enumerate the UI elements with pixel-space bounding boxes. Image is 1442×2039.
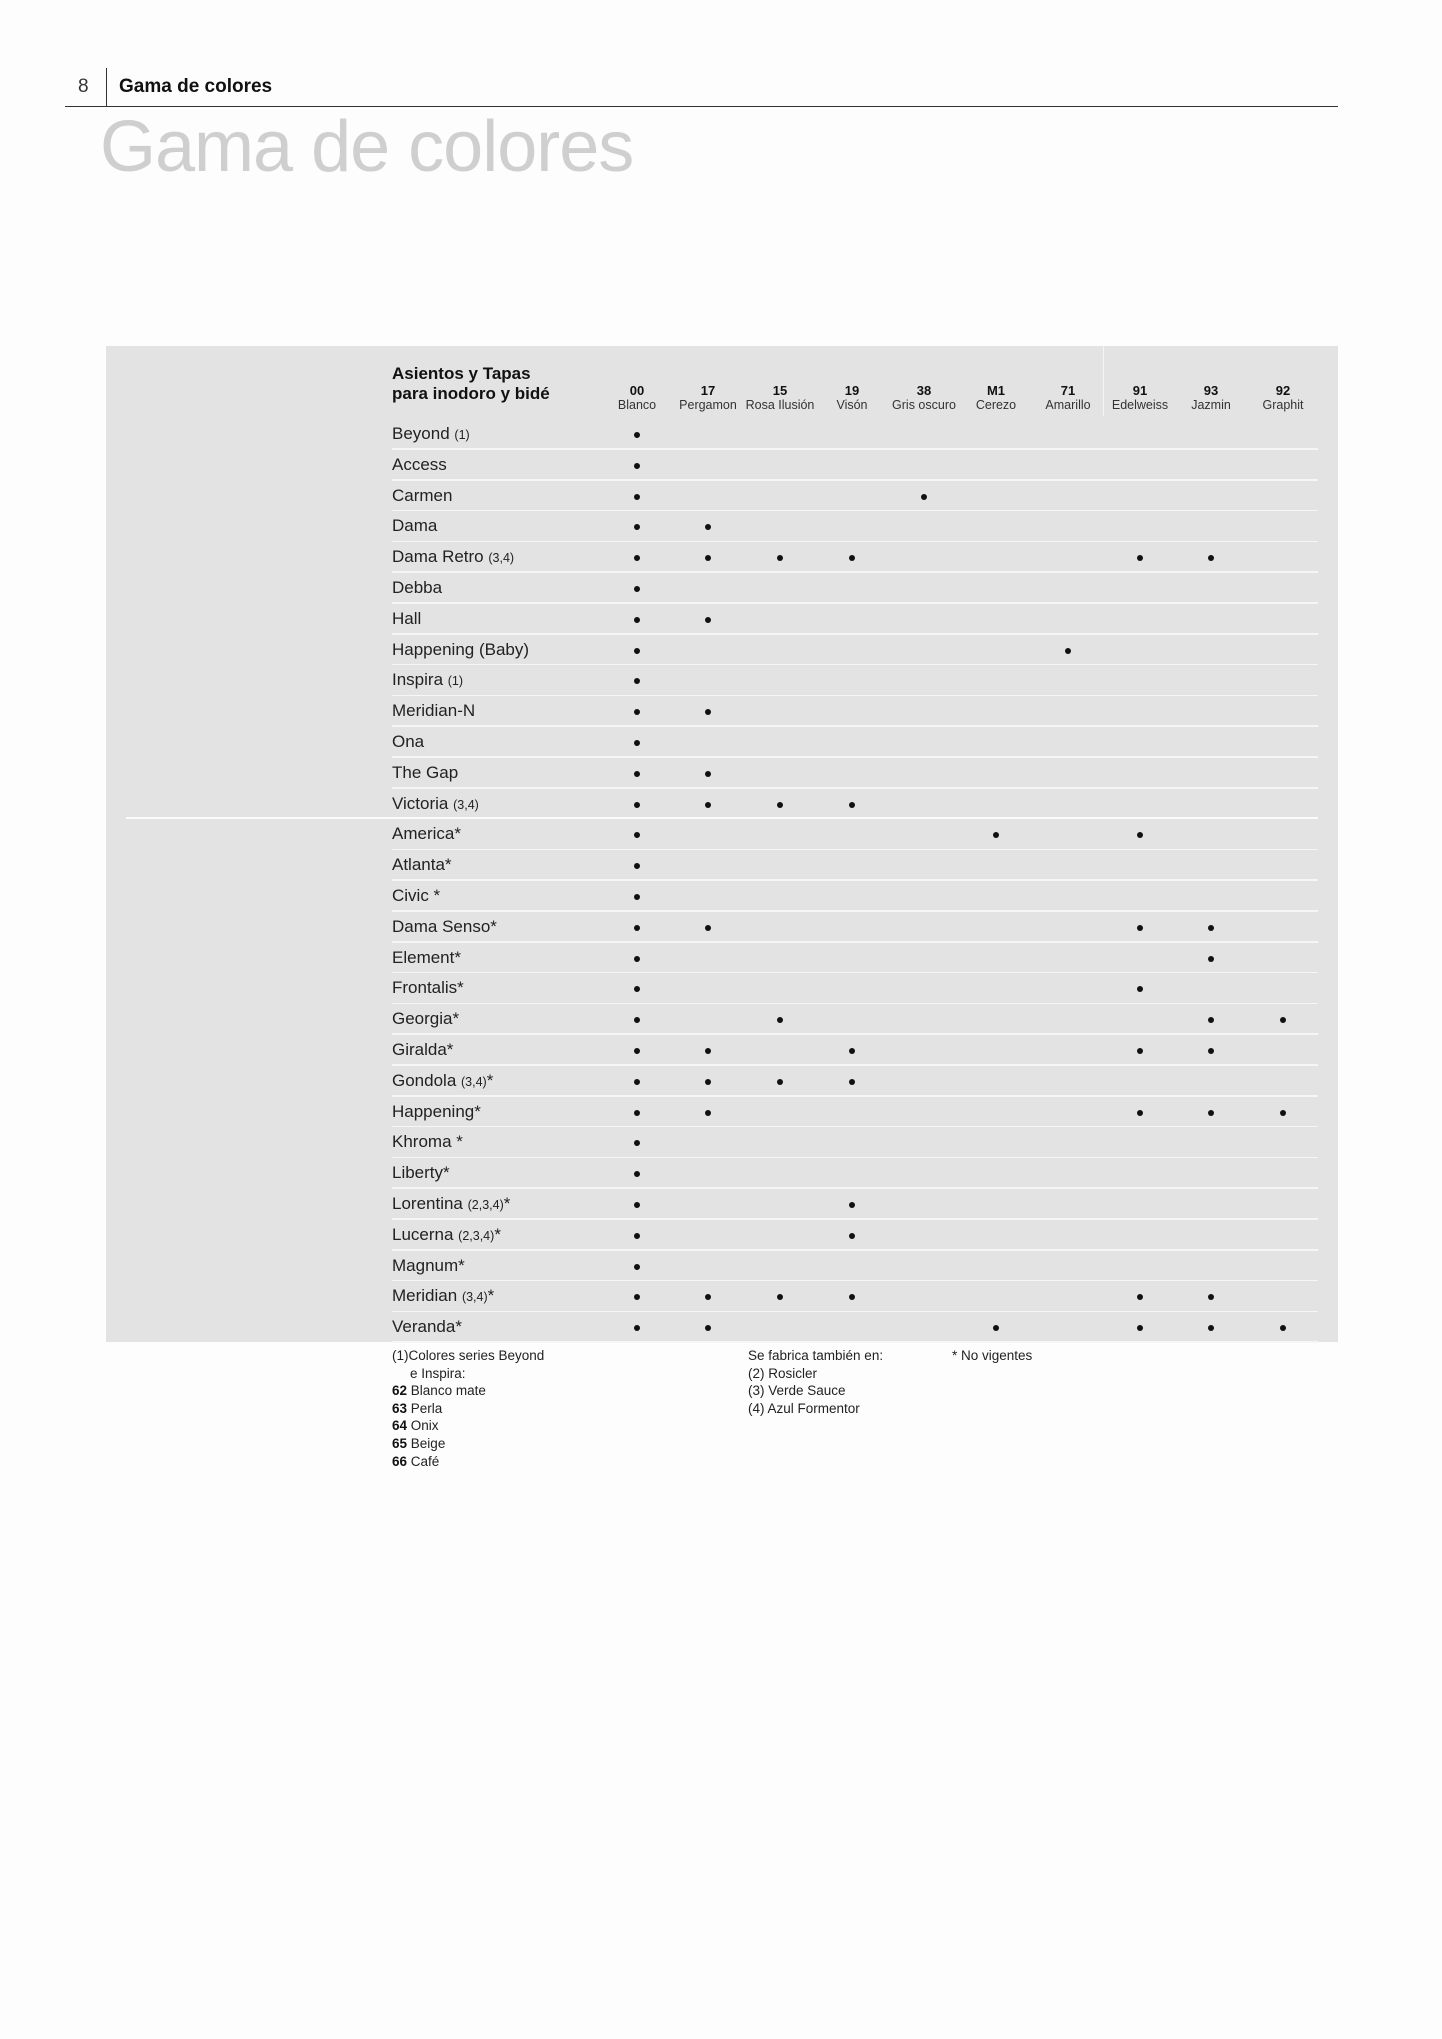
availability-dot	[634, 1079, 640, 1085]
availability-dot	[1208, 1017, 1214, 1023]
product-name	[392, 450, 447, 480]
product-name-text: Lucerna	[392, 1224, 454, 1244]
availability-dot	[634, 463, 640, 469]
color-name: Amarillo	[1045, 398, 1091, 412]
color-name: Visón	[836, 398, 868, 412]
availability-dot	[1137, 1325, 1143, 1331]
footnote-1-line1: (1)Colores series Beyond	[392, 1348, 545, 1363]
availability-dot	[634, 1110, 640, 1116]
availability-dot	[634, 1140, 640, 1146]
table-row	[392, 604, 1318, 635]
product-name	[392, 696, 475, 726]
availability-dot	[705, 1110, 711, 1116]
table-title-line2: para inodoro y bidé	[392, 384, 550, 403]
table-title-line1: Asientos y Tapas	[392, 364, 531, 383]
availability-dot	[849, 1202, 855, 1208]
product-name-text: Hall	[392, 608, 422, 628]
product-name	[392, 665, 463, 696]
product-name-text: Gondola	[392, 1070, 457, 1090]
availability-dot	[993, 832, 999, 838]
availability-dot	[849, 1233, 855, 1239]
table-row	[392, 1035, 1318, 1066]
table-row	[392, 912, 1318, 943]
table-row	[392, 1281, 1318, 1312]
table-row	[392, 1127, 1318, 1158]
product-name	[392, 758, 458, 788]
availability-dot	[921, 494, 927, 500]
extra-color-name: Beige	[410, 1435, 446, 1451]
product-name	[392, 1035, 453, 1065]
table-row	[392, 1189, 1318, 1220]
also-made-item: (2) Rosicler	[748, 1365, 818, 1381]
availability-dot	[1208, 1294, 1214, 1300]
extra-color-code: 64	[392, 1418, 408, 1434]
product-name-text: Meridian-N	[392, 701, 476, 721]
table-row	[392, 1066, 1318, 1097]
extra-color	[392, 1417, 544, 1435]
color-name: Jazmin	[1191, 398, 1231, 412]
column-header	[1238, 383, 1328, 413]
availability-dot	[849, 1079, 855, 1085]
extra-color-name: Blanco mate	[410, 1383, 486, 1399]
availability-dot	[634, 1017, 640, 1023]
availability-dot	[634, 494, 640, 500]
extra-color-code: 66	[392, 1453, 408, 1469]
product-name	[392, 419, 470, 450]
availability-dot	[705, 1079, 711, 1085]
availability-dot	[634, 771, 640, 777]
color-name: Graphit	[1262, 398, 1304, 412]
product-name	[392, 481, 452, 511]
availability-dot	[705, 555, 711, 561]
product-name-text: Veranda*	[392, 1317, 462, 1337]
table-row	[392, 1158, 1318, 1189]
extra-color-code: 65	[392, 1435, 408, 1451]
product-name-text: Dama Senso*	[392, 916, 497, 936]
product-name	[392, 1066, 493, 1097]
availability-dot	[1280, 1110, 1286, 1116]
availability-dot	[705, 925, 711, 931]
product-name	[392, 1158, 450, 1188]
availability-dot	[634, 832, 640, 838]
section-title: Gama de colores	[119, 76, 273, 97]
availability-dot	[634, 709, 640, 715]
color-name: Blanco	[617, 398, 657, 412]
color-name: Cerezo	[975, 398, 1017, 412]
product-name	[392, 1097, 481, 1127]
table-title	[392, 364, 550, 404]
availability-dot	[634, 956, 640, 962]
product-name-text: Magnum*	[392, 1255, 465, 1275]
footnote-discontinued: * No vigentes	[952, 1348, 1033, 1363]
discontinued-mark: *	[494, 1224, 501, 1244]
availability-dot	[634, 1233, 640, 1239]
availability-dot	[1137, 1110, 1143, 1116]
availability-dot	[1208, 956, 1214, 962]
availability-dot	[634, 925, 640, 931]
extra-color	[392, 1382, 544, 1400]
header-divider	[106, 68, 107, 106]
page-number: 8	[78, 76, 89, 97]
availability-dot	[1208, 555, 1214, 561]
extra-color	[392, 1435, 544, 1453]
availability-dot	[634, 648, 640, 654]
table-row	[392, 789, 1318, 820]
table-row	[392, 1097, 1318, 1128]
table-row	[392, 573, 1318, 604]
availability-dot	[1137, 555, 1143, 561]
availability-dot	[993, 1325, 999, 1331]
availability-dot	[634, 802, 640, 808]
product-note: (3,4)	[488, 551, 515, 566]
product-name	[392, 881, 440, 911]
extra-color	[392, 1400, 544, 1418]
availability-dot	[634, 1048, 640, 1054]
availability-dot	[1137, 986, 1143, 992]
availability-dot	[777, 1079, 783, 1085]
product-name	[392, 850, 452, 880]
table-row	[392, 1312, 1318, 1343]
color-code: 71	[1060, 383, 1076, 398]
product-name	[392, 1281, 494, 1312]
availability-dot	[849, 555, 855, 561]
color-code: 15	[772, 383, 788, 398]
product-name-text: Frontalis*	[392, 978, 464, 998]
availability-dot	[634, 1325, 640, 1331]
product-name	[392, 511, 437, 541]
product-name-text: Debba	[392, 578, 443, 597]
product-name	[392, 1312, 462, 1342]
availability-dot	[1280, 1017, 1286, 1023]
product-name	[392, 1220, 501, 1251]
table-row	[392, 1220, 1318, 1251]
table-row	[392, 1004, 1318, 1035]
table-row	[392, 881, 1318, 912]
availability-dot	[1208, 1048, 1214, 1054]
product-name	[392, 943, 461, 973]
discontinued-mark: *	[486, 1070, 494, 1090]
color-code: 38	[916, 383, 932, 398]
product-note: (3,4)	[453, 797, 479, 812]
color-name: Pergamon	[679, 398, 737, 412]
product-name-text: Lorentina	[392, 1194, 463, 1213]
color-code: 93	[1203, 383, 1219, 398]
extra-color-name: Café	[410, 1453, 440, 1469]
product-name-text: Happening (Baby)	[392, 639, 530, 659]
product-name	[392, 973, 464, 1003]
product-name-text: Dama	[392, 516, 438, 536]
product-name-text: Element*	[392, 947, 461, 967]
product-name-text: Khroma *	[392, 1132, 463, 1152]
product-name	[392, 1004, 459, 1034]
product-name	[392, 1251, 465, 1281]
extra-color-list	[392, 1382, 544, 1470]
product-name	[392, 727, 424, 757]
product-name-text: Meridian	[392, 1286, 458, 1306]
product-note: (1)	[454, 428, 470, 442]
availability-dot	[634, 617, 640, 623]
product-name-text: Civic *	[392, 886, 441, 905]
extra-color-code: 62	[392, 1383, 408, 1399]
product-name	[392, 542, 514, 573]
availability-dot	[634, 432, 640, 438]
product-name-text: America*	[392, 824, 461, 844]
product-name	[392, 1189, 510, 1220]
product-name-text: Georgia*	[392, 1009, 460, 1029]
table-row	[392, 973, 1318, 1004]
availability-dot	[1208, 925, 1214, 931]
product-name	[392, 604, 421, 634]
color-name: Gris oscuro	[892, 398, 956, 412]
also-made-title: Se fabrica también en:	[748, 1348, 884, 1363]
availability-dot	[634, 555, 640, 561]
availability-dot	[634, 678, 640, 684]
row-divider	[392, 1341, 1318, 1343]
product-name-text: Giralda*	[392, 1040, 454, 1059]
color-code: 19	[844, 383, 860, 398]
table-row	[392, 943, 1318, 974]
color-code: M1	[986, 383, 1006, 398]
availability-dot	[1208, 1110, 1214, 1116]
product-name	[392, 789, 479, 820]
availability-dot	[705, 617, 711, 623]
availability-dot	[1137, 832, 1143, 838]
product-note: (2,3,4)	[467, 1198, 504, 1212]
availability-dot	[634, 740, 640, 746]
product-name-text: Happening*	[392, 1101, 481, 1121]
availability-dot	[849, 802, 855, 808]
extra-color-name: Onix	[410, 1418, 439, 1434]
availability-dot	[1065, 648, 1071, 654]
availability-dot	[705, 771, 711, 777]
availability-dot	[705, 1048, 711, 1054]
extra-color-name: Perla	[410, 1400, 443, 1416]
product-note: (3,4)	[461, 1290, 488, 1305]
footnote-beyond-inspira	[392, 1347, 544, 1470]
availability-dot	[1137, 1048, 1143, 1054]
product-name	[392, 635, 529, 665]
availability-dot	[705, 1325, 711, 1331]
table-row	[392, 419, 1318, 450]
availability-dot	[777, 802, 783, 808]
availability-dot	[777, 1294, 783, 1300]
table-row	[392, 758, 1318, 789]
availability-dot	[634, 894, 640, 900]
availability-dot	[705, 1294, 711, 1300]
extra-color	[392, 1453, 544, 1471]
color-code: 92	[1275, 383, 1291, 398]
color-code: 91	[1132, 383, 1148, 398]
availability-dot	[1137, 925, 1143, 931]
table-row	[392, 819, 1318, 850]
product-name-text: Inspira	[392, 670, 444, 690]
also-made-item: (3) Verde Sauce	[748, 1383, 846, 1399]
product-name	[392, 573, 442, 603]
table-row	[392, 542, 1318, 573]
table-row	[392, 665, 1318, 696]
table-row	[392, 635, 1318, 666]
footnote-also-made	[748, 1347, 883, 1417]
table-row	[392, 850, 1318, 881]
extra-color-code: 63	[392, 1400, 408, 1416]
table-row	[392, 727, 1318, 758]
table-row	[392, 696, 1318, 727]
product-name-text: Liberty*	[392, 1163, 450, 1183]
availability-dot	[634, 1202, 640, 1208]
availability-dot	[849, 1294, 855, 1300]
availability-dot	[777, 555, 783, 561]
availability-dot	[705, 709, 711, 715]
availability-dot	[1208, 1325, 1214, 1331]
color-name: Edelweiss	[1111, 398, 1169, 412]
product-note: (1)	[447, 674, 464, 689]
table-row	[392, 1251, 1318, 1282]
availability-dot	[634, 1294, 640, 1300]
product-name-text: Carmen	[392, 485, 453, 505]
product-name-text: The Gap	[392, 762, 459, 782]
product-name	[392, 912, 497, 942]
availability-dot	[634, 863, 640, 869]
table-row	[392, 481, 1318, 512]
table-row	[392, 450, 1318, 481]
product-note: (3,4)	[461, 1074, 487, 1089]
availability-dot	[705, 524, 711, 530]
availability-dot	[777, 1017, 783, 1023]
product-name	[392, 819, 461, 849]
product-note: (2,3,4)	[458, 1228, 495, 1243]
page-title: Gama de colores	[100, 107, 634, 187]
product-name-text: Victoria	[392, 793, 449, 813]
availability-dot	[634, 1264, 640, 1270]
discontinued-mark: *	[503, 1194, 511, 1213]
availability-dot	[1280, 1325, 1286, 1331]
color-name: Rosa Ilusión	[745, 398, 815, 412]
product-name-text: Beyond	[392, 424, 450, 443]
product-name-text: Atlanta*	[392, 855, 452, 875]
availability-dot	[634, 524, 640, 530]
availability-dot	[634, 1171, 640, 1177]
discontinued-mark: *	[487, 1286, 495, 1306]
availability-dot	[1137, 1294, 1143, 1300]
availability-dot	[849, 1048, 855, 1054]
table-row	[392, 511, 1318, 542]
product-name-text: Dama Retro	[392, 547, 484, 567]
color-code: 17	[700, 383, 716, 398]
availability-dot	[705, 802, 711, 808]
also-made-item: (4) Azul Formentor	[748, 1400, 860, 1416]
availability-dot	[634, 986, 640, 992]
availability-dot	[634, 586, 640, 592]
product-name-text: Ona	[392, 732, 425, 751]
footnote-1-line2: e Inspira:	[410, 1365, 466, 1381]
color-code: 00	[629, 383, 645, 398]
product-name-text: Access	[392, 454, 447, 474]
product-name	[392, 1127, 463, 1157]
